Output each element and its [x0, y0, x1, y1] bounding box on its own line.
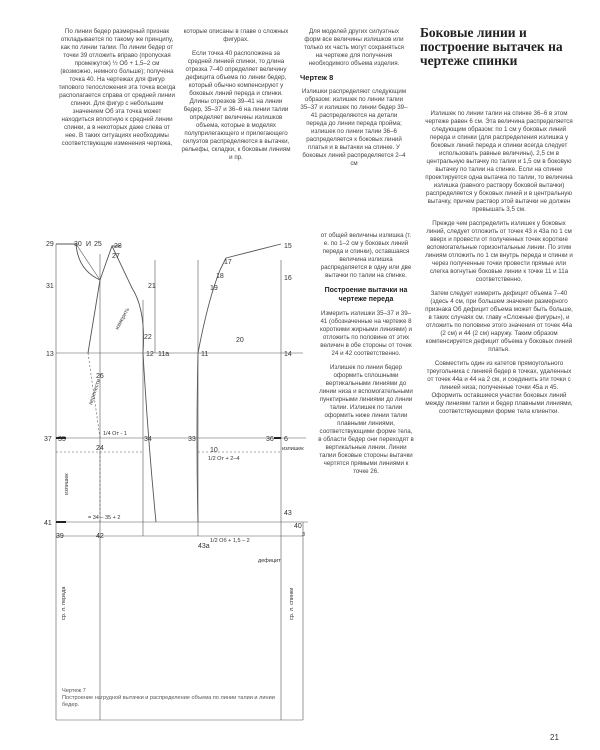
point-label: 24	[96, 445, 104, 452]
point-label: 37	[44, 436, 52, 443]
label-center-back: ср. л. спинки	[289, 587, 295, 620]
point-label: 16	[284, 275, 292, 282]
paragraph: По линии бедер размерный признак откладывается по такому же принципу, как по линии талии. По линии бедер от точки 39 отложить вправо (пропуская промежуток) ½ Об + 1,5–2 см (возможно, немного больше); получена точка 40. На чертежах для фигур типового телосложения эта точка всегда располагается справа от средней линии спинки. Для фигур с небольшим значением Об эта точка может находиться вплотную к средней линии спинки, а в некоторых даже слева от нее. В таких ситуациях необходимы соответствующие изменения чертежа,	[58, 28, 176, 147]
figure-caption-text: Построение нагрудной вытачки и распределение объема по линии талии и линии бедер.	[62, 695, 275, 708]
chapter-8-title: Чертеж 8	[300, 73, 334, 82]
page-number: 21	[550, 733, 559, 742]
point-label: 19	[210, 285, 218, 292]
label-measure: измерить	[114, 306, 132, 331]
point-label: 11а	[158, 351, 170, 358]
paragraph: от общей величины излишка (т. е. по 1–2 см у боковых линий переда и спинки), оставшаяся величина излишка распределяется в одну или две вытачки по талии на спинке.	[320, 232, 412, 279]
paragraph: Излишек по линии бедер оформить сплошными вертикальными линиями до линии низа и вспомогательными пунктирными линиями до линии талии. Излишек по талии оформить ниже линии талии плавными линиями, соответствующими форме тела, в области бедер они переходят в вертикальные линии. Линии талии боковые стороны вытачки чертятся прямыми линиями к точке 26.	[318, 364, 414, 475]
label-hip-formula: = 34 – 35 + 2	[88, 515, 121, 521]
text-column-1	[58, 28, 176, 154]
paragraph: Прежде чем распределить излишек у боковых линий, следует отложить от точек 43 и 43а по 1 см вверх и провести от полученных точек короткие вспомогательные горизонтальные линии. По этим линиям отложить по 1 см внутрь переда и спинки и через полученные точки провести прямые или слегка вогнутые боковые линии к точке 11 и 11а соответственно.	[425, 220, 573, 283]
point-label: 33	[188, 436, 196, 443]
point-label: 39	[56, 533, 64, 540]
label-deficit: дефицит	[258, 558, 281, 564]
text-column-3-continued	[318, 232, 414, 482]
point-label: 34	[144, 436, 152, 443]
point-label: 30	[74, 241, 82, 248]
label-fraction-1: 1/4 От - 1	[103, 431, 127, 437]
point-label: 42	[96, 533, 104, 540]
point-label: 35	[58, 436, 66, 443]
point-label: 17	[224, 259, 232, 266]
figure-caption	[62, 688, 282, 709]
text-column-4	[424, 110, 574, 422]
text-column-2	[180, 28, 292, 168]
label-fraction-2: 1/2 От + 2–4	[208, 456, 240, 462]
point-label: 20	[236, 337, 244, 344]
point-label: 41	[44, 520, 52, 527]
point-label: 14	[284, 351, 292, 358]
label-perenesti: перенести	[88, 378, 103, 406]
point-label: 6	[284, 436, 288, 443]
paragraph: Затем следует измерить дефицит объема 7–40 (здесь 4 см, при большем значении размерного признака Об дефицит объема может быть больше, в таких случаях см. главу «Сложные фигуры»), и отложить по половине этого значения от точек 44а (2 см) и 44 (2 см) наружу. Таким образом компенсируется дефицит объема у боковых линий платья.	[425, 290, 573, 353]
point-label: 36	[266, 436, 274, 443]
point-label: 26	[96, 373, 104, 380]
point-label: 27	[112, 253, 120, 260]
figure-caption-title: Чертеж 7	[62, 688, 86, 694]
point-label: 40	[294, 523, 302, 530]
point-label: 12	[146, 351, 154, 358]
label-number-3: 3	[302, 532, 306, 538]
point-label: 11	[201, 351, 209, 358]
label-center-front: ср. л. переда	[61, 586, 67, 620]
point-label: 43а	[198, 543, 210, 550]
point-label: 28	[114, 243, 122, 250]
paragraph: Излишки распределяют следующим образом: излишек по линии талии 35–37 и излишек по линии бедер 39–41 распределяются на детали переда до линии переда пройма; излишек по линии талии 36–6 распределяется к боковых линий платья и в вытачки на спинке. У боковых линий распределяется 2–4 см	[300, 88, 408, 167]
subsection-heading: Построение вытачки на чертеже переда	[324, 287, 408, 303]
paragraph: Измерить излишки 35–37 и 39–41 (обозначенные на чертеже 8 короткими жирными линиями) и отложить по половине от этих величин в обе стороны от точек 24 и 42 соответственно.	[320, 310, 412, 357]
text-column-3	[300, 28, 408, 174]
point-label: 29	[46, 241, 54, 248]
pattern-drawing	[44, 240, 313, 725]
point-label: И	[86, 241, 92, 248]
point-label: 15	[284, 243, 292, 250]
label-excess-back: излишек	[282, 446, 304, 452]
paragraph: которые описаны в главе о сложных фигурах.	[183, 28, 289, 43]
label-excess-front: излишек	[64, 473, 70, 495]
point-label: 13	[46, 351, 54, 358]
paragraph: Если точка 40 расположена за средней линией спинки, то длина отрезка 7–40 определяет величину дефицита объема по линии бедер, который обычно компенсируют у боковых линий переда и спинки. Длины отрезков 39–41 на линии бедер, 35–37 и 36–6 на линии талии определяет величины излишков объема, которые в моделях полуприлегающего и прилегающего силуэтов распределяются в вытачки, рельефы, складки, к боковым линиям и пр.	[181, 50, 291, 161]
paragraph: Совместить один из катетов прямоугольного треугольника с линией бедер в точках, удаленных от точек 44а и 44 на 2 см, и соединить эти точки с линией низа; полученные точки 45а и 45. Оформить оставшиеся участки боковых линий между линиями талии и бедер плавными линиями, соответствующими форме тела клиентки.	[425, 360, 573, 415]
paragraph: Излишек по линии талии на спинке 36–6 в этом чертеже равен 6 см. Эта величина распределяется следующим образом: по 1 см у боковых линий переда и спинки (для распределения излишка у боковых линий переда и спинки всегда следует использовать равные величины), 2,5 см в центральную вытачку по талии и 1,5 см в боковую вытачку по талии на спинке. Если на спинке проектируется одна вытачка по талии, то величина излишка (равного раствору боковой вытачки) распределяется у боковых линий и в центральную вытачку, причем раствор этой вытачки не должен превышать 3,5 см.	[425, 110, 573, 213]
point-label: 22	[144, 334, 152, 341]
point-label: 18	[216, 273, 224, 280]
point-label: 10	[210, 447, 218, 454]
point-label: 25	[94, 241, 102, 248]
point-label: 43	[284, 510, 292, 517]
section-heading: Боковые линии и построение вытачек на чертеже спинки	[420, 25, 563, 68]
paragraph: Для моделей других силуэтных форм все величины излишков или только их часть могут сохраняться на чертеже для получения необходимого объема изделия.	[303, 28, 405, 67]
label-hip-half: 1/2 Об + 1,5 – 2	[210, 538, 250, 544]
point-label: 21	[148, 283, 156, 290]
point-label: 31	[46, 283, 54, 290]
